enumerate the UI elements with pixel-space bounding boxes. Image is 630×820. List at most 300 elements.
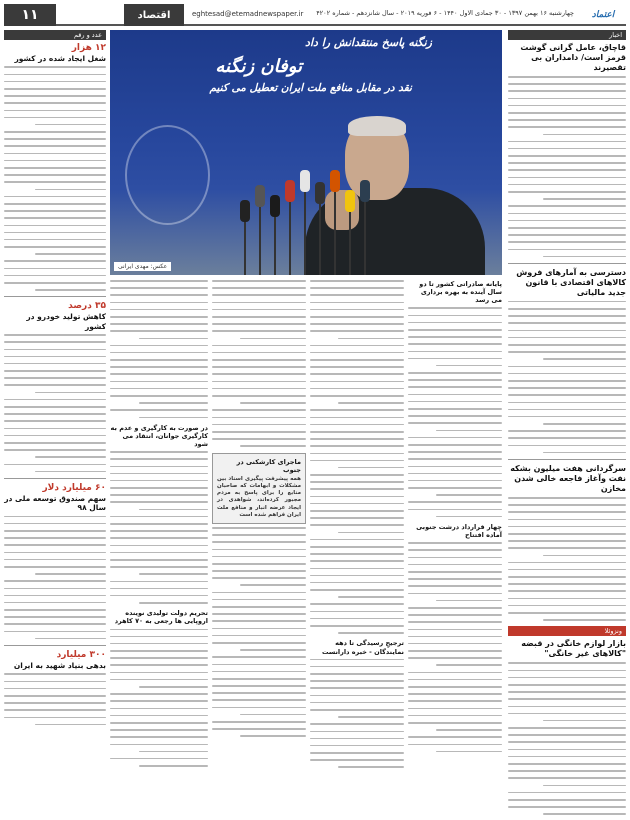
text-line bbox=[310, 539, 404, 541]
text-line bbox=[408, 679, 502, 681]
text-line bbox=[35, 471, 106, 473]
text-line bbox=[212, 563, 306, 565]
text-line bbox=[310, 709, 404, 711]
text-line bbox=[508, 366, 626, 368]
subhead: در صورت به کارگیری و عدم به کارگیری جوانان، انتقاد می شود bbox=[110, 423, 208, 448]
text-line bbox=[310, 488, 404, 490]
text-line bbox=[508, 569, 626, 571]
text-line bbox=[310, 687, 404, 689]
text-line bbox=[310, 373, 404, 375]
text-line bbox=[408, 549, 502, 551]
text-line bbox=[4, 559, 106, 561]
text-line bbox=[338, 532, 404, 534]
text-line bbox=[543, 423, 626, 425]
story-body bbox=[508, 301, 626, 454]
body-column bbox=[212, 280, 306, 743]
text-line bbox=[508, 416, 626, 418]
text-line bbox=[110, 473, 208, 475]
text-line bbox=[508, 662, 626, 664]
photo-credit: عکس: مهدی ایرانی bbox=[114, 262, 171, 271]
story-headline: کاهش تولید خودرو در کشور bbox=[26, 312, 106, 331]
text-line bbox=[4, 673, 106, 675]
text-line bbox=[310, 589, 404, 591]
microphone-icon bbox=[255, 185, 265, 207]
divider bbox=[4, 296, 106, 297]
text-line bbox=[212, 635, 306, 637]
body-text bbox=[212, 280, 306, 447]
text-line bbox=[508, 141, 626, 143]
text-line bbox=[4, 442, 106, 444]
text-line bbox=[408, 614, 502, 616]
text-line bbox=[4, 552, 106, 554]
text-line bbox=[508, 373, 626, 375]
photo-subtitle: نقد در مقابل منافع ملت ایران تعطیل می کنیم bbox=[209, 82, 412, 94]
text-line bbox=[4, 110, 106, 112]
text-line bbox=[4, 523, 106, 525]
text-line bbox=[4, 688, 106, 690]
text-line bbox=[4, 588, 106, 590]
text-line bbox=[110, 366, 208, 368]
text-line bbox=[110, 501, 208, 503]
text-line bbox=[310, 388, 404, 390]
text-line bbox=[4, 174, 106, 176]
text-line bbox=[4, 88, 106, 90]
dateline: چهارشنبه ۱۶ بهمن ۱۳۹۷ - ۳۰ جمادی الاول ۱۴۴۰ - ۶ فوریه ۲۰۱۹ - سال شانزدهم - شماره ۴۲۰۲ bbox=[316, 9, 574, 17]
text-line bbox=[310, 280, 404, 282]
text-line bbox=[508, 337, 626, 339]
text-line bbox=[4, 356, 106, 358]
text-line bbox=[408, 394, 502, 396]
text-line bbox=[508, 605, 626, 607]
text-line bbox=[212, 431, 306, 433]
text-line bbox=[338, 467, 404, 469]
story-body bbox=[4, 334, 106, 472]
text-line bbox=[543, 813, 626, 815]
text-line bbox=[408, 736, 502, 738]
text-line bbox=[110, 487, 208, 489]
text-line bbox=[408, 336, 502, 338]
text-line bbox=[408, 379, 502, 381]
microphone-stand bbox=[319, 202, 321, 275]
text-line bbox=[508, 437, 626, 439]
text-line bbox=[408, 593, 502, 595]
text-line bbox=[310, 431, 404, 433]
photo-overline: زنگنه پاسخ منتقدانش را داد bbox=[305, 36, 432, 49]
text-line bbox=[4, 260, 106, 262]
text-line bbox=[508, 205, 626, 207]
text-line bbox=[543, 452, 626, 454]
text-line bbox=[408, 466, 502, 468]
text-line bbox=[436, 365, 502, 367]
pull-quote: تحریم دولت تولیدی نوینده اروپایی ها رجعی به ۷۰ کاهرد bbox=[114, 609, 208, 626]
column-label: عدد و رقم bbox=[4, 30, 106, 40]
text-line bbox=[508, 533, 626, 535]
text-line bbox=[508, 526, 626, 528]
text-line bbox=[4, 102, 106, 104]
text-line bbox=[110, 758, 208, 760]
text-line bbox=[508, 770, 626, 772]
text-line bbox=[4, 246, 106, 248]
text-line bbox=[4, 428, 106, 430]
body-text bbox=[310, 280, 404, 634]
text-line bbox=[310, 503, 404, 505]
right-column bbox=[508, 30, 626, 816]
text-line bbox=[408, 351, 502, 353]
text-line bbox=[408, 585, 502, 587]
story-headline: بدهی بنیاد شهید به ایران bbox=[13, 661, 106, 670]
text-line bbox=[310, 560, 404, 562]
text-line bbox=[110, 744, 208, 746]
text-line bbox=[4, 609, 106, 611]
text-line bbox=[310, 309, 404, 311]
text-line bbox=[4, 203, 106, 205]
microphone-stand bbox=[259, 205, 261, 275]
text-line bbox=[212, 345, 306, 347]
text-line bbox=[212, 541, 306, 543]
text-line bbox=[4, 464, 106, 466]
text-line bbox=[35, 253, 106, 255]
text-line bbox=[4, 275, 106, 277]
text-line bbox=[408, 722, 502, 724]
text-line bbox=[508, 90, 626, 92]
text-line bbox=[310, 625, 404, 627]
text-line bbox=[543, 785, 626, 787]
text-line bbox=[408, 415, 502, 417]
text-line bbox=[508, 220, 626, 222]
text-line bbox=[212, 373, 306, 375]
text-line bbox=[310, 481, 404, 483]
photo-title: توفان زنگنه bbox=[215, 56, 302, 77]
text-line bbox=[212, 359, 306, 361]
text-line bbox=[4, 435, 106, 437]
text-line bbox=[310, 359, 404, 361]
text-line bbox=[212, 316, 306, 318]
text-line bbox=[310, 496, 404, 498]
text-line bbox=[310, 546, 404, 548]
text-line bbox=[543, 358, 626, 360]
text-line bbox=[338, 716, 404, 718]
pull-quote-box bbox=[212, 453, 306, 524]
text-line bbox=[310, 575, 404, 577]
text-line bbox=[408, 578, 502, 580]
text-line bbox=[110, 330, 208, 332]
text-line bbox=[408, 564, 502, 566]
text-line bbox=[110, 672, 208, 674]
text-line bbox=[508, 119, 626, 121]
text-line bbox=[110, 316, 208, 318]
divider bbox=[508, 263, 626, 264]
text-line bbox=[310, 731, 404, 733]
text-line bbox=[408, 509, 502, 511]
text-line bbox=[508, 241, 626, 243]
text-line bbox=[4, 377, 106, 379]
column-label: ونزوئلا bbox=[508, 626, 626, 636]
text-line bbox=[212, 685, 306, 687]
number-headline: ۱۲ هزار bbox=[71, 43, 106, 53]
text-line bbox=[212, 671, 306, 673]
text-line bbox=[212, 721, 306, 723]
text-line bbox=[139, 765, 208, 767]
text-line bbox=[508, 677, 626, 679]
text-line bbox=[4, 74, 106, 76]
text-line bbox=[4, 530, 106, 532]
body-text bbox=[212, 527, 306, 737]
divider bbox=[4, 645, 106, 646]
story-body bbox=[508, 76, 626, 257]
text-line bbox=[4, 160, 106, 162]
text-line bbox=[310, 316, 404, 318]
text-line bbox=[35, 189, 106, 191]
text-line bbox=[4, 225, 106, 227]
text-line bbox=[4, 544, 106, 546]
text-line bbox=[408, 657, 502, 659]
text-line bbox=[338, 596, 404, 598]
text-line bbox=[35, 724, 106, 726]
text-line bbox=[508, 409, 626, 411]
text-line bbox=[4, 210, 106, 212]
text-line bbox=[408, 708, 502, 710]
microphone-stand bbox=[289, 200, 291, 275]
text-line bbox=[408, 744, 502, 746]
text-line bbox=[436, 664, 502, 666]
text-line bbox=[310, 287, 404, 289]
text-line bbox=[408, 386, 502, 388]
body-column bbox=[110, 280, 208, 772]
text-line bbox=[508, 249, 626, 251]
text-line bbox=[310, 553, 404, 555]
text-line bbox=[310, 568, 404, 570]
text-line bbox=[508, 590, 626, 592]
text-line bbox=[310, 695, 404, 697]
text-line bbox=[110, 650, 208, 652]
microphone-icon bbox=[270, 195, 280, 217]
text-line bbox=[110, 302, 208, 304]
microphone-icon bbox=[315, 182, 325, 204]
text-line bbox=[35, 392, 106, 394]
text-line bbox=[4, 334, 106, 336]
text-line bbox=[508, 504, 626, 506]
text-line bbox=[408, 444, 502, 446]
text-line bbox=[110, 708, 208, 710]
text-line bbox=[212, 527, 306, 529]
text-line bbox=[310, 323, 404, 325]
text-line bbox=[543, 198, 626, 200]
text-line bbox=[139, 573, 208, 575]
text-line bbox=[310, 659, 404, 661]
text-line bbox=[4, 616, 106, 618]
divider bbox=[4, 478, 106, 479]
text-line bbox=[4, 449, 106, 451]
text-line bbox=[110, 715, 208, 717]
text-line bbox=[543, 720, 626, 722]
text-line bbox=[508, 576, 626, 578]
text-line bbox=[4, 167, 106, 169]
main-story bbox=[110, 30, 502, 816]
text-line bbox=[110, 693, 208, 695]
story-body bbox=[508, 497, 626, 621]
text-line bbox=[212, 409, 306, 411]
text-line bbox=[508, 380, 626, 382]
text-line bbox=[212, 424, 306, 426]
text-line bbox=[4, 580, 106, 582]
story-headline: شغل ایجاد شده در کشور bbox=[14, 54, 106, 63]
text-line bbox=[310, 294, 404, 296]
text-line bbox=[110, 566, 208, 568]
text-line bbox=[4, 537, 106, 539]
microphone-stand bbox=[349, 210, 351, 275]
text-line bbox=[4, 717, 106, 719]
text-line bbox=[408, 542, 502, 544]
subhead: پایانه صادراتی کشور تا دو سال آینده به بهره برداری می رسد bbox=[419, 280, 502, 305]
left-column bbox=[4, 30, 106, 816]
text-line bbox=[310, 345, 404, 347]
text-line bbox=[508, 430, 626, 432]
text-line bbox=[508, 583, 626, 585]
text-line bbox=[212, 678, 306, 680]
text-line bbox=[310, 582, 404, 584]
text-line bbox=[4, 145, 106, 147]
text-line bbox=[240, 338, 306, 340]
newspaper-logo: اعتماد bbox=[591, 10, 615, 20]
text-line bbox=[310, 738, 404, 740]
microphone-stand bbox=[274, 215, 276, 275]
text-line bbox=[310, 460, 404, 462]
text-line bbox=[508, 598, 626, 600]
text-line bbox=[212, 395, 306, 397]
text-line bbox=[4, 181, 106, 183]
text-line bbox=[408, 437, 502, 439]
divider bbox=[508, 459, 626, 460]
story-body bbox=[4, 516, 106, 640]
text-line bbox=[310, 517, 404, 519]
text-line bbox=[508, 727, 626, 729]
text-line bbox=[310, 666, 404, 668]
text-line bbox=[310, 409, 404, 411]
text-line bbox=[508, 792, 626, 794]
text-line bbox=[508, 191, 626, 193]
text-line bbox=[508, 351, 626, 353]
text-line bbox=[543, 134, 626, 136]
microphone-icon bbox=[300, 170, 310, 192]
text-line bbox=[212, 287, 306, 289]
text-line bbox=[110, 700, 208, 702]
text-line bbox=[110, 294, 208, 296]
minister-hair bbox=[348, 116, 406, 136]
microphone-stand bbox=[244, 220, 246, 275]
text-line bbox=[110, 287, 208, 289]
text-line bbox=[310, 366, 404, 368]
text-line bbox=[110, 636, 208, 638]
text-line bbox=[508, 213, 626, 215]
text-line bbox=[508, 322, 626, 324]
text-line bbox=[508, 691, 626, 693]
text-line bbox=[110, 643, 208, 645]
text-line bbox=[4, 384, 106, 386]
text-line bbox=[508, 301, 626, 303]
text-line bbox=[508, 227, 626, 229]
text-line bbox=[310, 445, 404, 447]
text-line bbox=[310, 673, 404, 675]
text-line bbox=[110, 494, 208, 496]
text-line bbox=[212, 366, 306, 368]
text-line bbox=[212, 707, 306, 709]
text-line bbox=[508, 806, 626, 808]
text-line bbox=[338, 402, 404, 404]
text-line bbox=[310, 453, 404, 455]
column-label: اخبار bbox=[508, 30, 626, 40]
text-line bbox=[110, 736, 208, 738]
text-line bbox=[4, 341, 106, 343]
text-line bbox=[508, 756, 626, 758]
text-line bbox=[139, 751, 208, 753]
text-line bbox=[4, 349, 106, 351]
text-line bbox=[212, 302, 306, 304]
text-line bbox=[110, 537, 208, 539]
text-line bbox=[543, 619, 626, 621]
text-line bbox=[310, 752, 404, 754]
text-line bbox=[110, 523, 208, 525]
text-line bbox=[4, 239, 106, 241]
box-text: همه پیشرفت پیگیری اسناد بین مشکلات و ابهامات که صاحبان منابع را برای پاسخ به مردم مجبور کرده‌اند، شواهدی در ایجاد عرضه انبار و منافع ملت ایران فراهم شده است bbox=[217, 475, 301, 518]
body-text bbox=[310, 659, 404, 768]
text-line bbox=[508, 126, 626, 128]
text-line bbox=[110, 657, 208, 659]
text-line bbox=[110, 629, 208, 631]
text-line bbox=[110, 595, 208, 597]
text-line bbox=[310, 702, 404, 704]
text-line bbox=[4, 695, 106, 697]
ministry-logo-backdrop bbox=[125, 125, 210, 225]
text-line bbox=[212, 309, 306, 311]
text-line bbox=[4, 153, 106, 155]
text-line bbox=[212, 656, 306, 658]
text-line bbox=[310, 510, 404, 512]
text-line bbox=[4, 709, 106, 711]
text-line bbox=[408, 451, 502, 453]
story-body bbox=[4, 673, 106, 725]
body-text bbox=[408, 542, 502, 752]
text-line bbox=[4, 595, 106, 597]
text-line bbox=[408, 643, 502, 645]
text-line bbox=[508, 315, 626, 317]
text-line bbox=[212, 692, 306, 694]
text-line bbox=[110, 516, 208, 518]
text-line bbox=[110, 359, 208, 361]
text-line bbox=[4, 131, 106, 133]
text-line bbox=[408, 322, 502, 324]
text-line bbox=[110, 373, 208, 375]
section-email[interactable]: eghtesad@etemadnewspaper.ir bbox=[192, 10, 304, 18]
text-line bbox=[35, 456, 106, 458]
text-line bbox=[508, 511, 626, 513]
text-line bbox=[508, 184, 626, 186]
text-line bbox=[110, 559, 208, 561]
microphone-stand bbox=[364, 200, 366, 275]
text-line bbox=[110, 395, 208, 397]
number-headline: ۶۰ میلیارد دلار bbox=[42, 482, 106, 493]
text-line bbox=[139, 338, 208, 340]
text-line bbox=[212, 352, 306, 354]
text-line bbox=[212, 556, 306, 558]
text-line bbox=[310, 302, 404, 304]
text-line bbox=[508, 83, 626, 85]
text-line bbox=[408, 629, 502, 631]
text-line bbox=[508, 706, 626, 708]
text-line bbox=[240, 649, 306, 651]
text-line bbox=[408, 686, 502, 688]
text-line bbox=[508, 177, 626, 179]
text-line bbox=[408, 607, 502, 609]
